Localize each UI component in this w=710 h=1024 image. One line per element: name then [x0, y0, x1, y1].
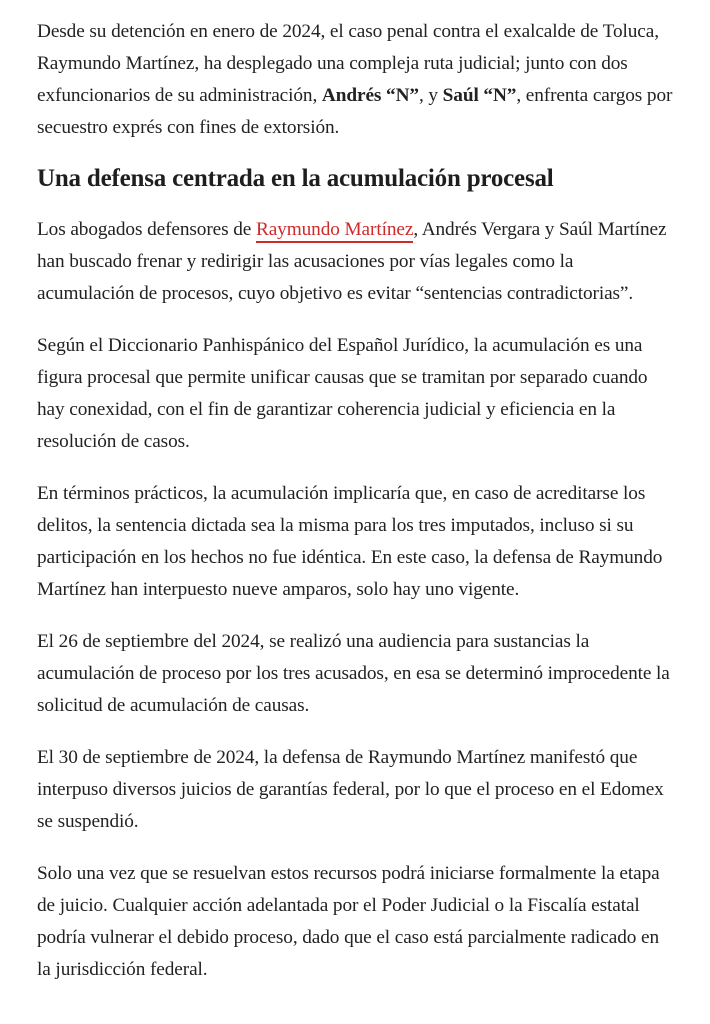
paragraph-30-sept: El 30 de septiembre de 2024, la defensa de Raymundo Martínez manifestó que interpuso diversos juicios de garantías federal, por lo que el proceso en el Edomex se suspendió.: [37, 747, 664, 832]
bold-name-andres: Andrés “N”: [321, 85, 419, 106]
paragraph-next-steps: Solo una vez que se resuelvan estos recursos podrá iniciarse formalmente la etapa de juicio. Cualquier acción adelantada por el Poder Judicial o la Fiscalía estatal podría vulnerar el debido proceso, dado que el caso está parcialmente radicado en la jurisdicción federal.: [37, 863, 660, 980]
paragraph-intro-text-b: , y: [418, 85, 443, 106]
section-heading: Una defensa centrada en la acumulación procesal: [37, 165, 554, 192]
paragraph-defense-text-a: Los abogados defensores de: [37, 219, 256, 240]
paragraph-intro-text-a: Desde su detención en enero de 2024, el caso penal contra el exalcalde de Toluca, Raymundo Martínez, ha desplegado una compleja ruta judicial; junto con dos exfuncionarios de su administración,: [37, 21, 659, 106]
paragraph-definition: Según el Diccionario Panhispánico del Español Jurídico, la acumulación es una figura procesal que permite unificar causas que se tramitan por separado cuando hay conexidad, con el fin de garantizar coherencia judicial y eficiencia en la resolución de casos.: [37, 335, 648, 452]
bold-name-saul: Saúl “N”: [442, 85, 517, 106]
paragraph-defense: [37, 214, 674, 310]
paragraph-intro-text-c: , enfrenta cargos por secuestro exprés con fines de extorsión.: [37, 85, 673, 138]
paragraph-hearing-26-sept: El 26 de septiembre del 2024, se realizó una audiencia para sustancias la acumulación de proceso por los tres acusados, en esa se determinó improcedente la solicitud de acumulación de causas.: [37, 631, 670, 716]
paragraph-defense-text-b: , Andrés Vergara y Saúl Martínez han buscado frenar y redirigir las acusaciones por vías legales como la acumulación de procesos, cuyo objetivo es evitar “sentencias contradictorias”.: [37, 219, 667, 304]
paragraph-practical-terms: En términos prácticos, la acumulación implicaría que, en caso de acreditarse los delitos, la sentencia dictada sea la misma para los tres imputados, incluso si su participación en los hechos no fue idéntica. En este caso, la defensa de Raymundo Martínez han interpuesto nueve amparos, solo hay uno vigente.: [37, 483, 663, 600]
raymundo-martinez-link[interactable]: Raymundo Martínez: [256, 219, 413, 243]
paragraph-intro: [37, 16, 674, 144]
